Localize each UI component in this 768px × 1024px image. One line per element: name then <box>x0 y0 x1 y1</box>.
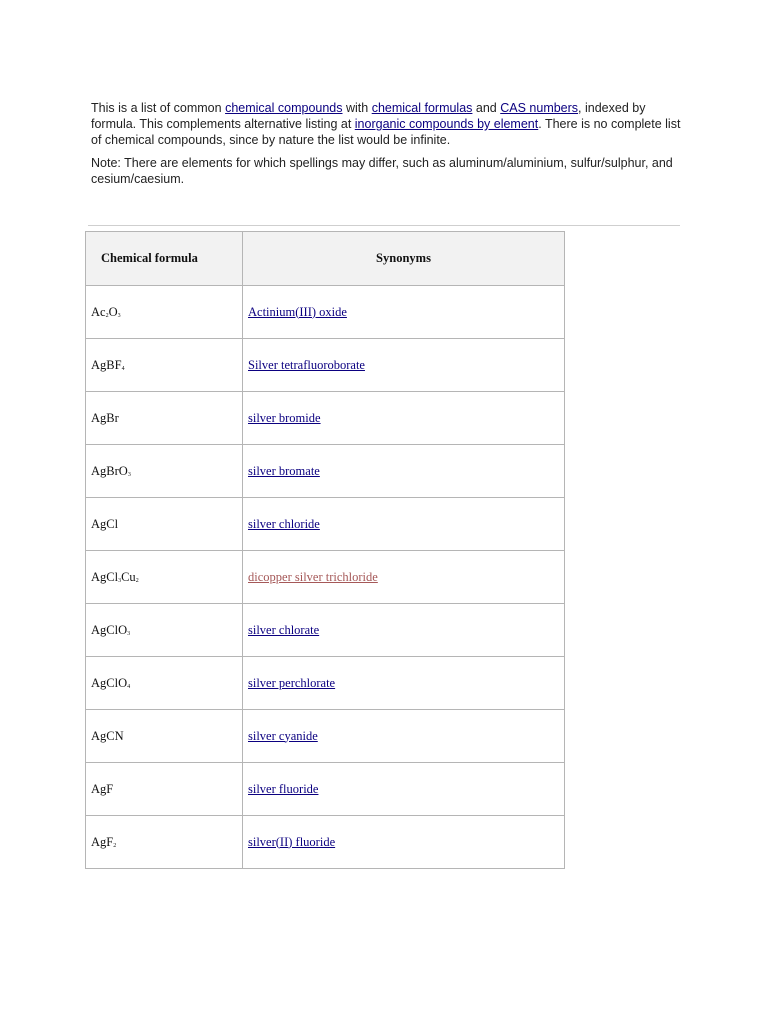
table-row <box>86 445 565 498</box>
table-body <box>86 286 565 869</box>
formula-subscript: 4 <box>121 365 125 372</box>
formula-cell <box>86 392 243 445</box>
formula-cell <box>86 551 243 604</box>
formula-element: AgBrO <box>91 463 128 478</box>
spelling-note: Note: There are elements for which spellings may differ, such as aluminum/aluminium, sulfur/sulphur, and cesium/caesium. <box>91 156 673 186</box>
table-row <box>86 604 565 657</box>
synonym-cell <box>243 286 565 339</box>
link-chemical-formulas[interactable]: chemical formulas <box>371 101 473 115</box>
table-row <box>86 657 565 710</box>
formula-subscript: 3 <box>127 630 131 637</box>
header-chemical-formula: Chemical formula <box>86 232 243 286</box>
synonym-link[interactable]: Actinium(III) oxide <box>248 304 347 319</box>
intro-text-4: , indexed by formula. This complements alternative listing at <box>91 101 646 131</box>
header-synonyms: Synonyms <box>243 232 565 286</box>
formula-cell <box>86 710 243 763</box>
compounds-table <box>85 231 565 869</box>
link-inorganic-compounds[interactable]: inorganic compounds by element <box>354 117 539 131</box>
section-divider <box>88 225 680 226</box>
table-row <box>86 710 565 763</box>
formula-cell <box>86 816 243 869</box>
formula-element: AgF <box>91 781 114 796</box>
formula-subscript: 3 <box>127 471 131 478</box>
formula-subscript: 2 <box>105 312 109 319</box>
synonym-cell <box>243 551 565 604</box>
synonym-link[interactable]: silver cyanide <box>248 728 318 743</box>
formula-element: AgClO <box>91 675 128 690</box>
synonym-link[interactable]: silver fluoride <box>248 781 319 796</box>
table-row <box>86 286 565 339</box>
table-row <box>86 339 565 392</box>
table-row <box>86 392 565 445</box>
formula-cell <box>86 657 243 710</box>
intro-text-1: This is a list of common <box>91 101 226 115</box>
synonym-cell <box>243 763 565 816</box>
formula-cell <box>86 604 243 657</box>
intro-paragraph <box>91 100 691 148</box>
formula-subscript: 4 <box>127 683 131 690</box>
formula-cell <box>86 339 243 392</box>
formula-element: O <box>108 304 118 319</box>
intro-text <box>91 100 691 194</box>
intro-text-2: with <box>342 101 372 115</box>
synonym-link[interactable]: silver bromide <box>248 410 321 425</box>
formula-element: AgBF <box>91 357 122 372</box>
formula-element: AgClO <box>91 622 128 637</box>
formula-subscript: 2 <box>135 577 139 584</box>
synonym-cell <box>243 498 565 551</box>
link-chemical-compounds[interactable]: chemical compounds <box>225 101 343 115</box>
table-row <box>86 816 565 869</box>
formula-element: Cu <box>121 569 136 584</box>
intro-text-3: and <box>472 101 501 115</box>
formula-cell <box>86 763 243 816</box>
formula-cell <box>86 286 243 339</box>
synonym-cell <box>243 392 565 445</box>
synonym-cell <box>243 657 565 710</box>
formula-cell <box>86 445 243 498</box>
synonym-cell <box>243 339 565 392</box>
formula-subscript: 3 <box>117 312 121 319</box>
synonym-cell <box>243 816 565 869</box>
formula-element: Ac <box>91 304 106 319</box>
link-cas-numbers[interactable]: CAS numbers <box>500 101 579 115</box>
formula-element: AgCl <box>91 516 119 531</box>
formula-subscript: 2 <box>113 842 117 849</box>
synonym-cell <box>243 604 565 657</box>
synonym-link[interactable]: silver chloride <box>248 516 320 531</box>
synonym-link[interactable]: silver(II) fluoride <box>248 834 336 849</box>
formula-subscript: 3 <box>118 577 122 584</box>
table-row <box>86 763 565 816</box>
synonym-link[interactable]: Silver tetrafluoroborate <box>248 357 365 372</box>
table-row <box>86 551 565 604</box>
table-row <box>86 498 565 551</box>
synonym-link[interactable]: silver chlorate <box>248 622 320 637</box>
synonym-link[interactable]: silver bromate <box>248 463 320 478</box>
synonym-link[interactable]: silver perchlorate <box>248 675 336 690</box>
formula-element: AgBr <box>91 410 119 425</box>
formula-cell <box>86 498 243 551</box>
formula-element: AgCl <box>91 569 119 584</box>
intro-text-5: . There is no complete list of chemical compounds, since by nature the list would be infinite. <box>91 117 681 147</box>
formula-element: AgF <box>91 834 114 849</box>
formula-element: AgCN <box>91 728 124 743</box>
synonym-cell <box>243 710 565 763</box>
table-header-row <box>86 232 565 286</box>
synonym-link[interactable]: dicopper silver trichloride <box>248 569 378 584</box>
synonym-cell <box>243 445 565 498</box>
